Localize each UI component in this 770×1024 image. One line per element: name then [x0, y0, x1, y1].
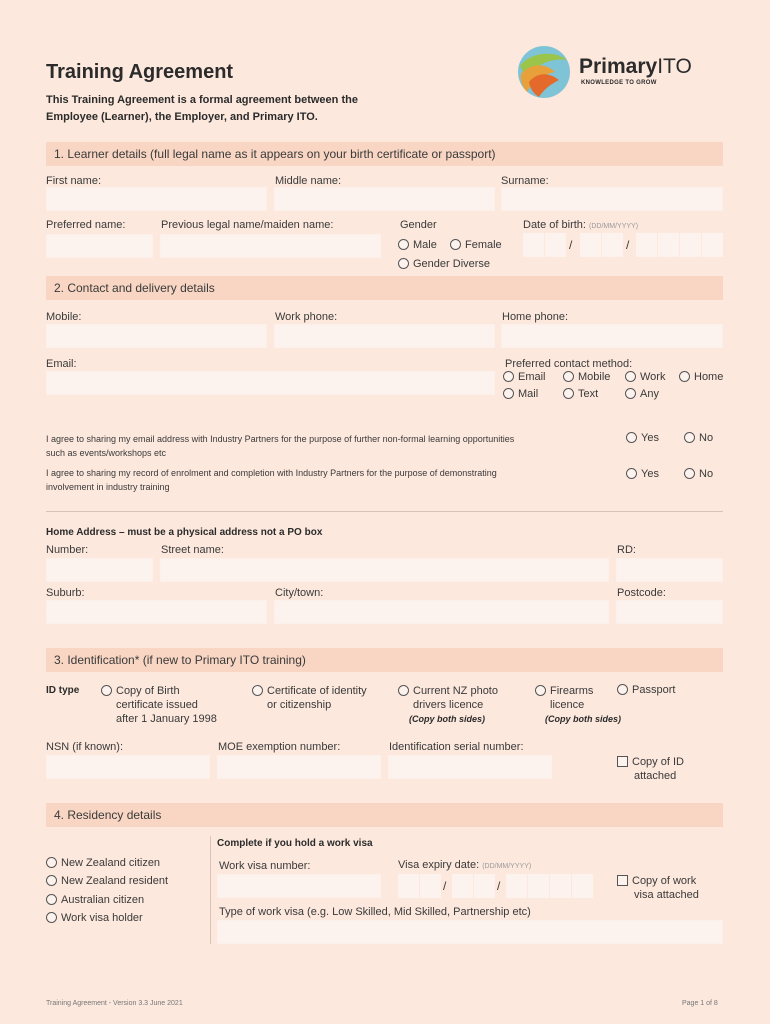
page-title: Training Agreement: [46, 61, 234, 83]
id-birth-certificate-option[interactable]: Copy of Birth certificate issued after 1 January 1998: [101, 684, 217, 726]
visa-expiry-year-3[interactable]: [550, 874, 571, 898]
suburb-field[interactable]: [46, 600, 267, 624]
gender-male-option[interactable]: Male: [398, 239, 437, 251]
consent-record-yes[interactable]: Yes: [626, 468, 659, 480]
section-2-heading: 2. Contact and delivery details: [46, 276, 723, 300]
street-field[interactable]: [160, 558, 609, 582]
dob-year-2[interactable]: [658, 233, 679, 257]
nsn-field[interactable]: [46, 755, 210, 779]
previous-name-field[interactable]: [160, 234, 381, 258]
id-firearms-licence-option[interactable]: Firearms licence (Copy both sides): [535, 684, 621, 726]
city-label: City/town:: [275, 587, 324, 599]
gender-label: Gender: [400, 219, 437, 231]
residency-nz-citizen-option[interactable]: New Zealand citizen: [46, 857, 160, 869]
rd-field[interactable]: [616, 558, 723, 582]
radio-icon[interactable]: [252, 685, 263, 696]
section-3-heading: 3. Identification* (if new to Primary ITO training): [46, 648, 723, 672]
visa-number-label: Work visa number:: [219, 860, 311, 872]
middle-name-field[interactable]: [274, 187, 495, 211]
radio-icon[interactable]: [625, 388, 636, 399]
consent-email-text: I agree to sharing my email address with Industry Partners for the purpose of further non-formal learning opportunities such as events/workshops etc: [46, 434, 515, 458]
street-label: Street name:: [161, 544, 224, 556]
serial-field[interactable]: [388, 755, 552, 779]
moe-label: MOE exemption number:: [218, 741, 341, 753]
primary-ito-logo-icon: [515, 44, 573, 100]
radio-icon[interactable]: [46, 875, 57, 886]
vertical-divider: [210, 836, 211, 944]
id-certificate-identity-option[interactable]: Certificate of identity or citizenship: [252, 684, 367, 712]
home-phone-field[interactable]: [501, 324, 723, 348]
gender-female-option[interactable]: Female: [450, 239, 502, 251]
radio-icon[interactable]: [398, 685, 409, 696]
contact-email-option[interactable]: Email: [503, 371, 546, 383]
visa-expiry-month-1[interactable]: [452, 874, 473, 898]
mobile-label: Mobile:: [46, 311, 82, 323]
visa-expiry-label: Visa expiry date: (DD/MM/YYYY): [398, 859, 532, 871]
email-label: Email:: [46, 358, 77, 370]
radio-icon[interactable]: [684, 432, 695, 443]
radio-icon[interactable]: [46, 894, 57, 905]
footer-version: Training Agreement - Version 3.3 June 2021: [46, 1000, 183, 1007]
radio-icon[interactable]: [626, 432, 637, 443]
logo-name: PrimaryITO: [579, 55, 692, 78]
contact-home-option[interactable]: Home: [679, 371, 723, 383]
visa-type-label: Type of work visa (e.g. Low Skilled, Mid Skilled, Partnership etc): [219, 906, 531, 918]
visa-expiry-year-2[interactable]: [528, 874, 549, 898]
visa-expiry-month-2[interactable]: [474, 874, 495, 898]
radio-icon[interactable]: [398, 239, 409, 250]
dob-label: Date of birth: (DD/MM/YYYY): [523, 219, 639, 231]
radio-icon[interactable]: [535, 685, 546, 696]
number-field[interactable]: [46, 558, 153, 582]
radio-icon[interactable]: [563, 388, 574, 399]
radio-icon[interactable]: [450, 239, 461, 250]
dob-day-2[interactable]: [545, 233, 566, 257]
logo-tagline: KNOWLEDGE TO GROW: [581, 80, 657, 86]
residency-nz-resident-option[interactable]: New Zealand resident: [46, 875, 168, 887]
contact-any-option[interactable]: Any: [625, 388, 659, 400]
previous-name-label: Previous legal name/maiden name:: [161, 219, 334, 231]
work-phone-label: Work phone:: [275, 311, 338, 323]
radio-icon[interactable]: [617, 684, 628, 695]
radio-icon[interactable]: [398, 258, 409, 269]
preferred-name-label: Preferred name:: [46, 219, 126, 231]
residency-visa-holder-option[interactable]: Work visa holder: [46, 912, 143, 924]
visa-number-field[interactable]: [217, 874, 381, 898]
postcode-field[interactable]: [616, 600, 723, 624]
email-field[interactable]: [46, 371, 495, 395]
radio-icon[interactable]: [503, 371, 514, 382]
copy-visa-attached-checkbox[interactable]: Copy of work visa attached: [617, 874, 699, 902]
radio-icon[interactable]: [625, 371, 636, 382]
home-phone-label: Home phone:: [502, 311, 569, 323]
section-4-heading: 4. Residency details: [46, 803, 723, 827]
visa-expiry-day-2[interactable]: [420, 874, 441, 898]
dob-year-3[interactable]: [680, 233, 701, 257]
mobile-field[interactable]: [46, 324, 267, 348]
moe-field[interactable]: [217, 755, 381, 779]
dob-day-1[interactable]: [523, 233, 544, 257]
work-visa-heading: Complete if you hold a work visa: [217, 838, 373, 849]
contact-mail-option[interactable]: Mail: [503, 388, 538, 400]
consent-email-no[interactable]: No: [684, 432, 713, 444]
divider: [46, 511, 723, 512]
visa-expiry-day-1[interactable]: [398, 874, 419, 898]
radio-icon[interactable]: [46, 857, 57, 868]
consent-email-yes[interactable]: Yes: [626, 432, 659, 444]
visa-expiry-year-4[interactable]: [572, 874, 593, 898]
nsn-label: NSN (if known):: [46, 741, 124, 753]
visa-expiry-slash: /: [497, 879, 501, 893]
contact-work-option[interactable]: Work: [625, 371, 665, 383]
serial-label: Identification serial number:: [389, 741, 524, 753]
consent-record-no[interactable]: No: [684, 468, 713, 480]
radio-icon[interactable]: [684, 468, 695, 479]
gender-diverse-option[interactable]: Gender Diverse: [398, 258, 490, 270]
id-type-label: ID type: [46, 685, 80, 696]
first-name-field[interactable]: [46, 187, 267, 211]
suburb-label: Suburb:: [46, 587, 85, 599]
radio-icon[interactable]: [503, 388, 514, 399]
postcode-label: Postcode:: [617, 587, 666, 599]
visa-expiry-year-1[interactable]: [506, 874, 527, 898]
dob-slash: /: [626, 238, 630, 252]
radio-icon[interactable]: [101, 685, 112, 696]
radio-icon[interactable]: [626, 468, 637, 479]
rd-label: RD:: [617, 544, 636, 556]
checkbox-icon[interactable]: [617, 875, 628, 886]
radio-icon[interactable]: [679, 371, 690, 382]
dob-month-2[interactable]: [602, 233, 623, 257]
id-drivers-licence-option[interactable]: Current NZ photo drivers licence (Copy both sides): [398, 684, 498, 726]
dob-year-1[interactable]: [636, 233, 657, 257]
intro-text: This Training Agreement is a formal agreement between the Employee (Learner), the Employer, and Primary ITO.: [46, 94, 358, 123]
work-phone-field[interactable]: [274, 324, 495, 348]
footer-page-number: Page 1 of 8: [682, 1000, 718, 1007]
copy-id-attached-checkbox[interactable]: Copy of ID attached: [617, 755, 684, 783]
id-passport-option[interactable]: Passport: [617, 684, 675, 696]
dob-month-1[interactable]: [580, 233, 601, 257]
first-name-label: First name:: [46, 175, 102, 187]
dob-slash: /: [569, 238, 573, 252]
radio-icon[interactable]: [563, 371, 574, 382]
preferred-contact-label: Preferred contact method:: [505, 358, 633, 370]
visa-type-field[interactable]: [217, 920, 723, 944]
dob-year-4[interactable]: [702, 233, 723, 257]
section-1-heading: 1. Learner details (full legal name as it appears on your birth certificate or passport): [46, 142, 723, 166]
middle-name-label: Middle name:: [275, 175, 342, 187]
number-label: Number:: [46, 544, 89, 556]
contact-mobile-option[interactable]: Mobile: [563, 371, 610, 383]
checkbox-icon[interactable]: [617, 756, 628, 767]
residency-au-citizen-option[interactable]: Australian citizen: [46, 894, 144, 906]
surname-label: Surname:: [501, 175, 549, 187]
preferred-name-field[interactable]: [46, 234, 153, 258]
radio-icon[interactable]: [46, 912, 57, 923]
city-field[interactable]: [274, 600, 609, 624]
surname-field[interactable]: [501, 187, 723, 211]
address-heading: Home Address – must be a physical address not a PO box: [46, 527, 323, 538]
consent-record-text: I agree to sharing my record of enrolment and completion with Industry Partners for the purpose of demonstrating involvement in industry training: [46, 468, 497, 492]
visa-expiry-slash: /: [443, 879, 447, 893]
contact-text-option[interactable]: Text: [563, 388, 598, 400]
